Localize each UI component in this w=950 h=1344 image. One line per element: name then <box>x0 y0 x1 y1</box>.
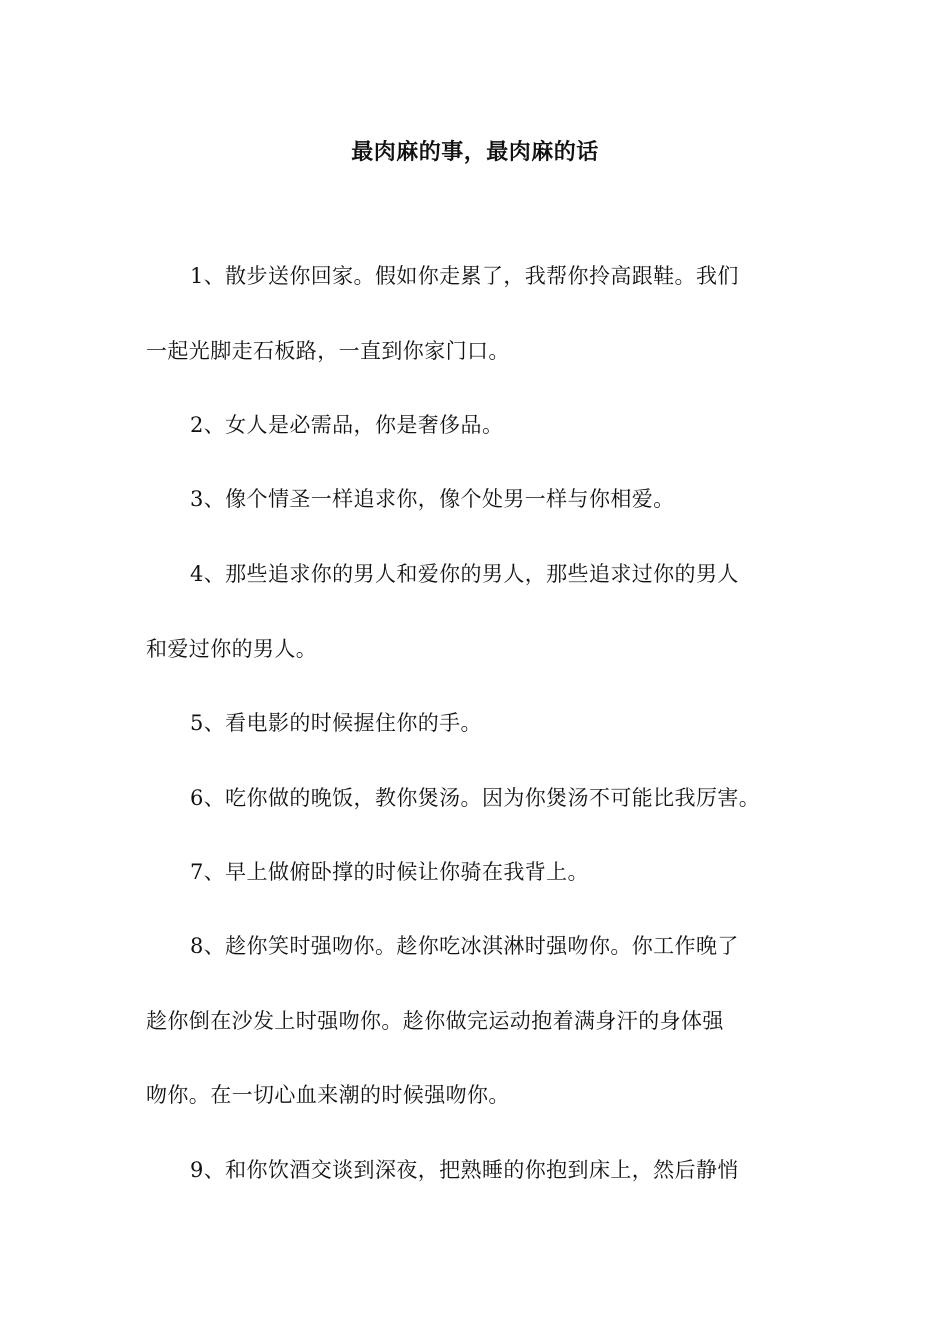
paragraph-line: 一起光脚走石板路，一直到你家门口。 <box>146 339 510 363</box>
paragraph-line: 4、那些追求你的男人和爱你的男人，那些追求过你的男人 <box>190 562 739 586</box>
paragraph-line: 2、女人是必需品，你是奢侈品。 <box>190 413 504 437</box>
paragraph-line: 6、吃你做的晚饭，教你煲汤。因为你煲汤不可能比我厉害。 <box>190 786 761 810</box>
paragraph-line: 7、早上做俯卧撑的时候让你骑在我背上。 <box>190 860 589 884</box>
paragraph-line: 3、像个情圣一样追求你，像个处男一样与你相爱。 <box>190 487 675 511</box>
paragraph-line: 9、和你饮酒交谈到深夜，把熟睡的你抱到床上，然后静悄 <box>190 1158 739 1182</box>
paragraph-line: 5、看电影的时候握住你的手。 <box>190 711 482 735</box>
paragraph-line: 8、趁你笑时强吻你。趁你吃冰淇淋时强吻你。你工作晚了 <box>190 934 739 958</box>
paragraph-line: 和爱过你的男人。 <box>146 637 318 661</box>
paragraph-line: 趁你倒在沙发上时强吻你。趁你做完运动抱着满身汗的身体强 <box>146 1009 724 1033</box>
paragraph-line: 吻你。在一切心血来潮的时候强吻你。 <box>146 1083 510 1107</box>
document-title: 最肉麻的事，最肉麻的话 <box>351 139 599 165</box>
paragraph-line: 1、散步送你回家。假如你走累了，我帮你拎高跟鞋。我们 <box>190 264 739 288</box>
